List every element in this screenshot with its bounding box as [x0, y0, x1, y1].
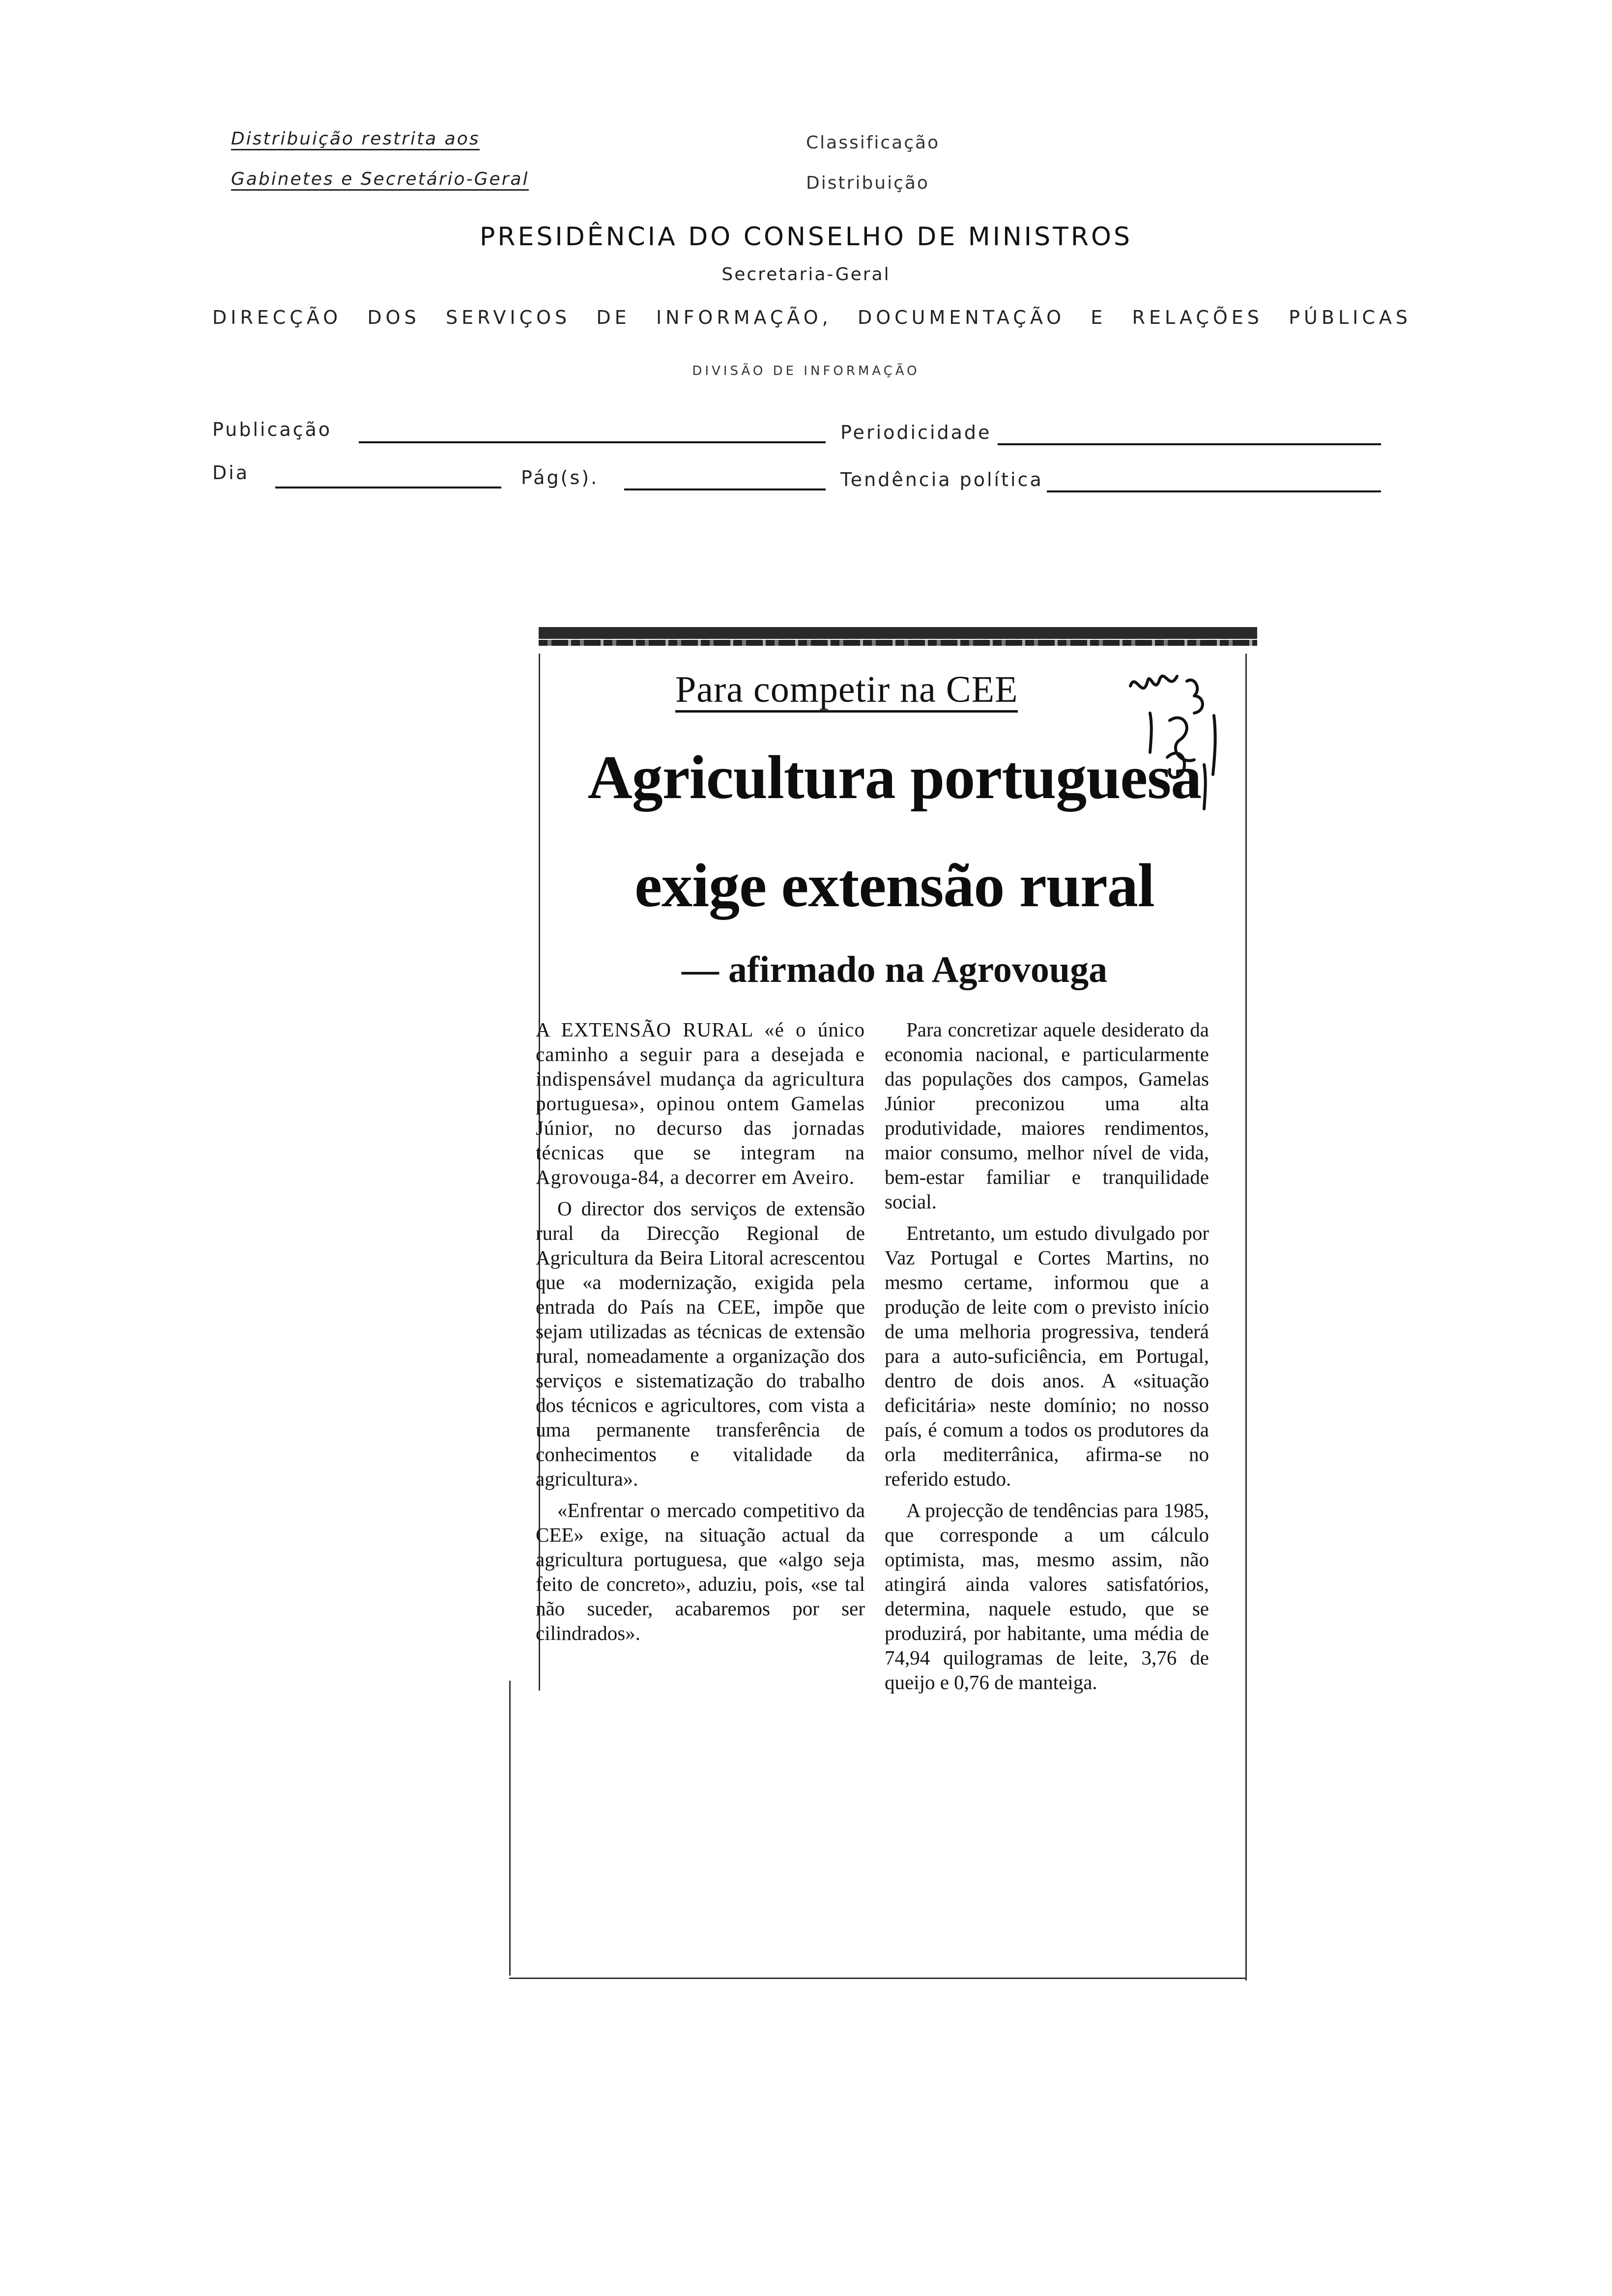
publicacao-field[interactable] — [359, 441, 826, 443]
clipping-top-band-texture — [539, 640, 1257, 646]
periodicidade-field[interactable] — [998, 443, 1381, 445]
clipping-left-edge-lower — [509, 1681, 511, 1976]
article-column-2 — [885, 1017, 1209, 1701]
paginas-label: Pág(s). — [521, 467, 599, 488]
periodicidade-label: Periodicidade — [840, 422, 992, 443]
classificacao-label: Classificação — [806, 133, 940, 153]
paragraph: Entretanto, um estudo divulgado por Vaz Portugal e Cortes Martins, no mesmo certame, informou que a produção de leite com o previsto início de uma melhoria progressiva, tenderá para a auto-suficiência, em Portugal, dentro de dois anos. A «situação deficitária» neste domínio; no nosso país, é comum a todos os produtores da orla mediterrânica, afirma-se no referido estudo. — [885, 1222, 1209, 1490]
direccao-word: DIRECÇÃO — [212, 307, 342, 328]
direccao-word: PÚBLICAS — [1289, 307, 1411, 328]
distribuicao-label: Distribuição — [806, 173, 929, 193]
secretaria-geral: Secretaria-Geral — [721, 264, 891, 285]
paragraph: «Enfrentar o mercado competitivo da CEE» exige, na situação actual da agricultura portuguesa, que «algo seja feito de concreto», aduziu, pois, «se tal não suceder, acabaremos por ser cilindrados». — [536, 1499, 865, 1644]
direccao-word: DOS — [367, 307, 420, 328]
restriction-note-line2: Gabinetes e Secretário-Geral — [231, 169, 529, 189]
paragraph: Para concretizar aquele desiderato da economia nacional, e particularmente das populações dos campos, Gamelas Júnior preconizou uma alta produtividade, maiores rendimentos, maior consumo, melhor nível de vida, bem-estar familiar e tranquilidade social. — [885, 1018, 1209, 1213]
article-headline-line1: Agricultura portuguesa — [587, 744, 1202, 812]
tendencia-field[interactable] — [1047, 490, 1381, 492]
restriction-note-line1: Distribuição restrita aos — [231, 129, 480, 149]
tendencia-label: Tendência política — [840, 469, 1043, 490]
divisao-heading: DIVISÃO DE INFORMAÇÃO — [692, 364, 920, 378]
paragraph: A EXTENSÃO RURAL «é o único caminho a seguir para a desejada e indispensável mudança da agricultura portuguesa», opinou ontem Gamelas Júnior, no decurso das jornadas técnicas que se integram na Agrovouga-84, a decorrer em Aveiro. — [536, 1018, 865, 1188]
article-kicker: Para competir na CEE — [675, 668, 1018, 711]
direccao-heading — [212, 307, 1411, 328]
clipping-top-band — [539, 627, 1257, 639]
article-column-1 — [536, 1017, 865, 1652]
clipping-bottom-edge — [509, 1978, 1246, 1979]
paginas-field[interactable] — [624, 488, 826, 490]
article-headline-line2: exige extensão rural — [634, 852, 1154, 920]
paragraph: A projecção de tendências para 1985, que corresponde a um cálculo optimista, mas, mesmo assim, não atingirá ainda valores satisfatórios, determina, naquele estudo, que se produzirá, por habitante, uma média de 74,94 quilogramas de leite, 3,76 de queijo e 0,76 de manteiga. — [885, 1499, 1209, 1693]
direccao-word: SERVIÇOS — [445, 307, 571, 328]
direccao-word: RELAÇÕES — [1132, 307, 1263, 328]
article-subhead: — afirmado na Agrovouga — [681, 949, 1108, 990]
direccao-word: INFORMAÇÃO, — [656, 307, 832, 328]
ministry-title: PRESIDÊNCIA DO CONSELHO DE MINISTROS — [480, 222, 1132, 252]
direccao-word: E — [1091, 307, 1107, 328]
dia-label: Dia — [212, 462, 250, 484]
dia-field[interactable] — [275, 487, 501, 488]
paragraph: O director dos serviços de extensão rural da Direcção Regional de Agricultura da Beira Litoral acrescentou que «a modernização, exigida pela entrada do País na CEE, impõe que sejam utilizadas as técnicas de extensão rural, nomeadamente a organização dos serviços e sistematização do trabalho dos técnicos e agricultores, com vista a uma permanente transferência de conhecimentos e vitalidade da agricultura». — [536, 1197, 865, 1490]
clipping-right-edge — [1245, 654, 1247, 1980]
publicacao-label: Publicação — [212, 419, 332, 440]
direccao-word: DOCUMENTAÇÃO — [857, 307, 1065, 328]
direccao-word: DE — [596, 307, 631, 328]
